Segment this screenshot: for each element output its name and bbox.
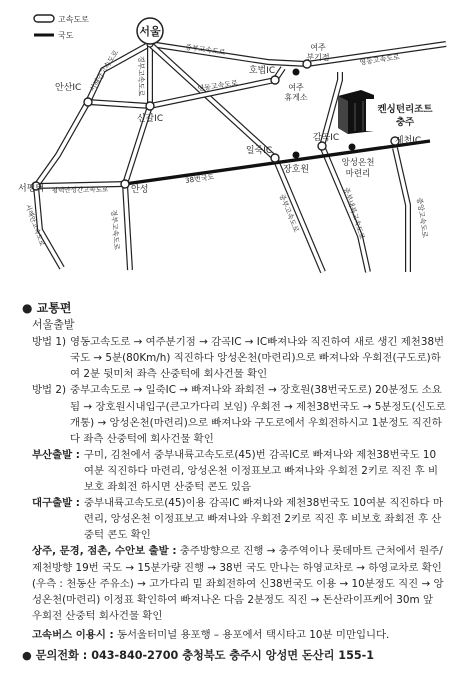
place-yeoju-rest: 여주 휴게소 — [284, 83, 308, 102]
place-janghowon: 장호원 — [282, 165, 310, 175]
place-seoul: 서울 — [139, 25, 161, 38]
contact-text: 043-840-2700 충청북도 충주시 앙성면 돈산리 155-1 — [91, 648, 375, 662]
road-labels — [24, 42, 430, 250]
road-yeongdong1: 영동고속도로 — [197, 78, 239, 94]
map-legend — [34, 14, 89, 40]
method-2-text: 중부고속도로 → 일죽IC → 빠져나와 좌회전 → 장호원(38번국도로) 20분정도 소요됨 → 장호원시내입구(큰고가다리 보임) 우회전 → 제천38번국도 → 5분정도(신도로개통) → 앙성온천(마련리)으로 빠져나와 구도로에서 우회전하시고 1분정도 직진하다 좌측 산중턱에 회사건물 확인 — [70, 384, 446, 445]
method-2-label: 방법 2) — [32, 384, 67, 397]
road-jungbu-naeryuk: 중부내륙고속도로 — [341, 186, 367, 241]
place-singal-ic: 신갈IC — [136, 114, 164, 124]
section-title: ● 교통편 — [22, 301, 72, 315]
road-seohaean2: 서해안고속도로 — [23, 203, 47, 248]
bus-text: 동서울터미널 용포행 – 용포에서 택시타고 10분 미만입니다. — [116, 628, 390, 641]
bus-label: 고속버스 이용시 : — [32, 628, 114, 641]
road-seohaean: 서해안고속도로 — [88, 48, 121, 94]
road-route38: 38번국도 — [184, 173, 215, 186]
place-hobeop-ic: 호법IC — [248, 66, 276, 76]
place-ilijuk-ic: 일죽IC — [245, 146, 273, 156]
sangju-text: 충주방향으로 진행 → 충주역이나 롯데마트 근처에서 원주/제천방향 19번 국도 → 15분가량 진행 → 38번 국도 만나는 하영교차로 → 하영교차로 확인(우측 : 천동산 주유소) → 고가다리 밑 좌회전하여 신38번국도 이용 → 10분정도 직진 → 앙성온천(마련리) 이정표 확인하여 빠져나온 다음 2분정도 직진 → 돈산라이프케어 30m 앞 우회전 산중턱 회사건물 확인 — [32, 545, 444, 622]
seoul-method-2 — [32, 382, 446, 446]
contact-label: 문의전화 : — [35, 648, 88, 662]
place-anseong-ic: 안산IC — [55, 83, 82, 93]
resort-label — [366, 99, 446, 131]
national-road-38 — [125, 141, 430, 184]
sangju-directions — [32, 543, 446, 623]
busan-directions — [32, 447, 446, 495]
place-yeoju-jct: 여주 분기점 — [306, 43, 330, 62]
seoul-method-1 — [32, 334, 446, 382]
road-jungbu1: 중부고속도로 — [184, 43, 226, 57]
place-angseong-oncheon: 앙성온천 마련리 — [341, 158, 375, 179]
road-jungang: 중앙고속도로 — [415, 197, 429, 239]
sangju-label: 상주, 문경, 점촌, 수안보 출발 : — [32, 545, 177, 558]
bus-directions — [32, 627, 446, 643]
seoul-marker — [137, 18, 163, 44]
busan-label: 부산출발 : — [32, 448, 80, 461]
road-yeongdong2: 영동고속도로 — [359, 53, 401, 67]
seoul-heading: 서울출발 — [32, 318, 75, 332]
directions-section — [22, 300, 446, 664]
road-gyeongbu2: 경부고속도로 — [109, 209, 121, 251]
method-1-label: 방법 1) — [32, 336, 67, 349]
place-jecheon-ic: 제천IC — [394, 136, 422, 146]
place-seopyeong: 서평택 — [18, 184, 45, 194]
method-1-text: 영동고속도로 → 여주분기점 → 감곡IC → IC빠져나와 직진하여 새로 생긴 제천38번국도 → 5분(80Km/h) 직진하다 앙성온천(마련리)으로 빠져나와 우회전(구도로)하여 2분 뒷미처 좌측 산중턱에 회사건물 확인 — [70, 336, 445, 381]
route-map — [0, 0, 456, 300]
daegu-text: 중부내륙고속도로(45)이용 감곡IC 빠져나와 제천38번국도 10여분 직진하다 마련리, 앙성온천 이정표보고 빠져나와 우회전 2키로 직진 후 비보호 좌회전 후 산 중턱 콘도 확인 — [83, 497, 443, 542]
legend-national-road: 국도 — [58, 31, 74, 40]
daegu-label: 대구출발 : — [32, 497, 80, 510]
place-anseong: 안성 — [131, 185, 149, 195]
daegu-directions — [32, 495, 446, 543]
legend-expressway: 고속도로 — [58, 15, 89, 24]
contact-line: ● 문의전화 : 043-840-2700 충청북도 충주시 앙성면 돈산리 155-1 — [22, 648, 375, 662]
road-pyeongtaek-anseong: 평택안성간고속도로 — [51, 185, 109, 195]
busan-text: 구미, 김천에서 중부내륙고속도로(45)번 감곡IC로 빠져나와 제천38번국도 10여분 직진하다 마련리, 앙성온천 이정표보고 빠져나와 우회전 2키로 직진 후 비보호 좌회전 하시면 산중턱 콘도 있음 — [83, 448, 439, 494]
road-gyeongbu1: 경부고속도로 — [137, 55, 145, 97]
road-jungbu2: 중부고속도로 — [277, 192, 301, 234]
svg-text:켄싱턴리조트충주: 켄싱턴리조트 충주 — [377, 104, 433, 128]
place-gamgok-ic: 감곡IC — [312, 133, 340, 143]
